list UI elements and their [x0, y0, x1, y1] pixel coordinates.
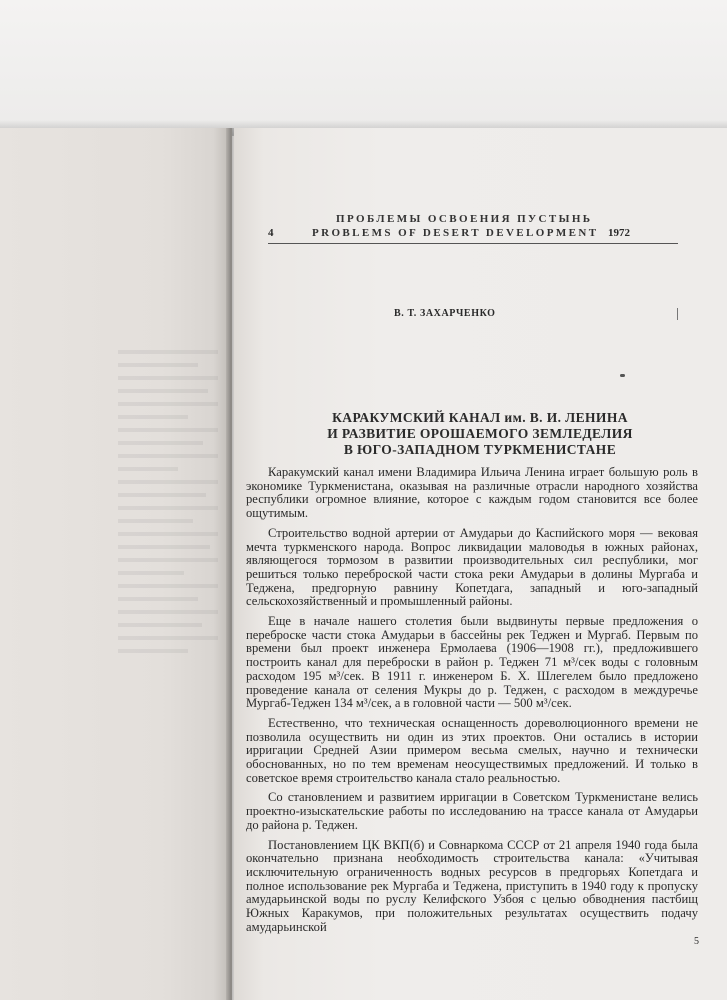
paragraph: Естественно, что техническая оснащенность дореволюционного времени не позволила осуществить ни один из этих проектов. Они остались в истории ирригации Средней Азии примером весьма смелых, научно и технически обоснованных, но по тем временам неосуществимых предложений. И только в советское время строительство канала стало реальностью. [246, 715, 698, 785]
paragraph: Еще в начале нашего столетия были выдвинуты первые предложения о переброске части стока Амударьи в бассейны рек Теджен и Мургаб. Первым по времени был проект инженера Ермолаева (1906—1908 гг.), предложившего построить канал для переброски в район р. Теджен 71 м³/сек воды с головным расходом 195 м³/сек. В 1911 г. инженером Б. Х. Шлегелем было предложено проведение канала от селения Мукры до р. Теджен, с расходом в междуречье Мургаб-Теджен 134 м³/сек, а в головной части — 500 м³/сек. [246, 614, 698, 711]
header-rule [268, 243, 678, 244]
paragraph: Строительство водной артерии от Амударьи до Каспийского моря — вековая мечта туркменского народа. Вопрос ликвидации маловодья в южных районах, являющегося тормозом в развитии производительных сил республики, мог решиться только переброской части стока реки Амударьи в долины Мургаба и Теджена, предгорную равнину Копетдага, западный и юго-западный сельскохозяйственный и промышленный районы. [246, 525, 698, 609]
paragraph: Каракумский канал имени Владимира Ильича Ленина играет большую роль в экономике Туркменистана, оказывая на различные отрасли народного хозяйства республики огромное влияние, которое с каждым годом становится все более ощутимым. [246, 465, 698, 521]
scanner-background [0, 0, 727, 135]
issue-year: 1972 [608, 227, 630, 239]
issue-number: 4 [268, 227, 274, 239]
article-body [246, 466, 698, 941]
show-through-text [118, 350, 218, 662]
margin-mark [677, 308, 678, 320]
ink-speck [620, 374, 625, 377]
article-author: В. Т. ЗАХАРЧЕНКО [394, 308, 496, 319]
title-line: КАРАКУМСКИЙ КАНАЛ им. В. И. ЛЕНИНА [332, 410, 628, 425]
series-title-en: PROBLEMS OF DESERT DEVELOPMENT [312, 227, 599, 239]
paragraph: Постановлением ЦК ВКП(б) и Совнаркома СССР от 21 апреля 1940 года была окончательно признана необходимость строительства канала: «Учитывая исключительную ограниченность водных ресурсов в предгорьях Копетдага и полное использование рек Мургаба и Теджена, приступить в 1940 году к пропуску амударьинской воды по руслу Келифского Узбоя с целью обводнения пастбищ Южных Каракумов, при положительных результатах осуществить подачу амударьинской [246, 837, 698, 934]
page-number: 5 [694, 936, 699, 947]
title-line: И РАЗВИТИЕ ОРОШАЕМОГО ЗЕМЛЕДЕЛИЯ [327, 426, 633, 441]
paragraph: Со становлением и развитием ирригации в Советском Туркменистане велись проектно-изыскательские работы по исследованию на трассе канала от Амударьи до района р. Теджен. [246, 790, 698, 832]
series-title-ru: ПРОБЛЕМЫ ОСВОЕНИЯ ПУСТЫНЬ [336, 213, 593, 225]
article-title [250, 410, 710, 458]
title-line: В ЮГО-ЗАПАДНОМ ТУРКМЕНИСТАНЕ [343, 442, 617, 457]
